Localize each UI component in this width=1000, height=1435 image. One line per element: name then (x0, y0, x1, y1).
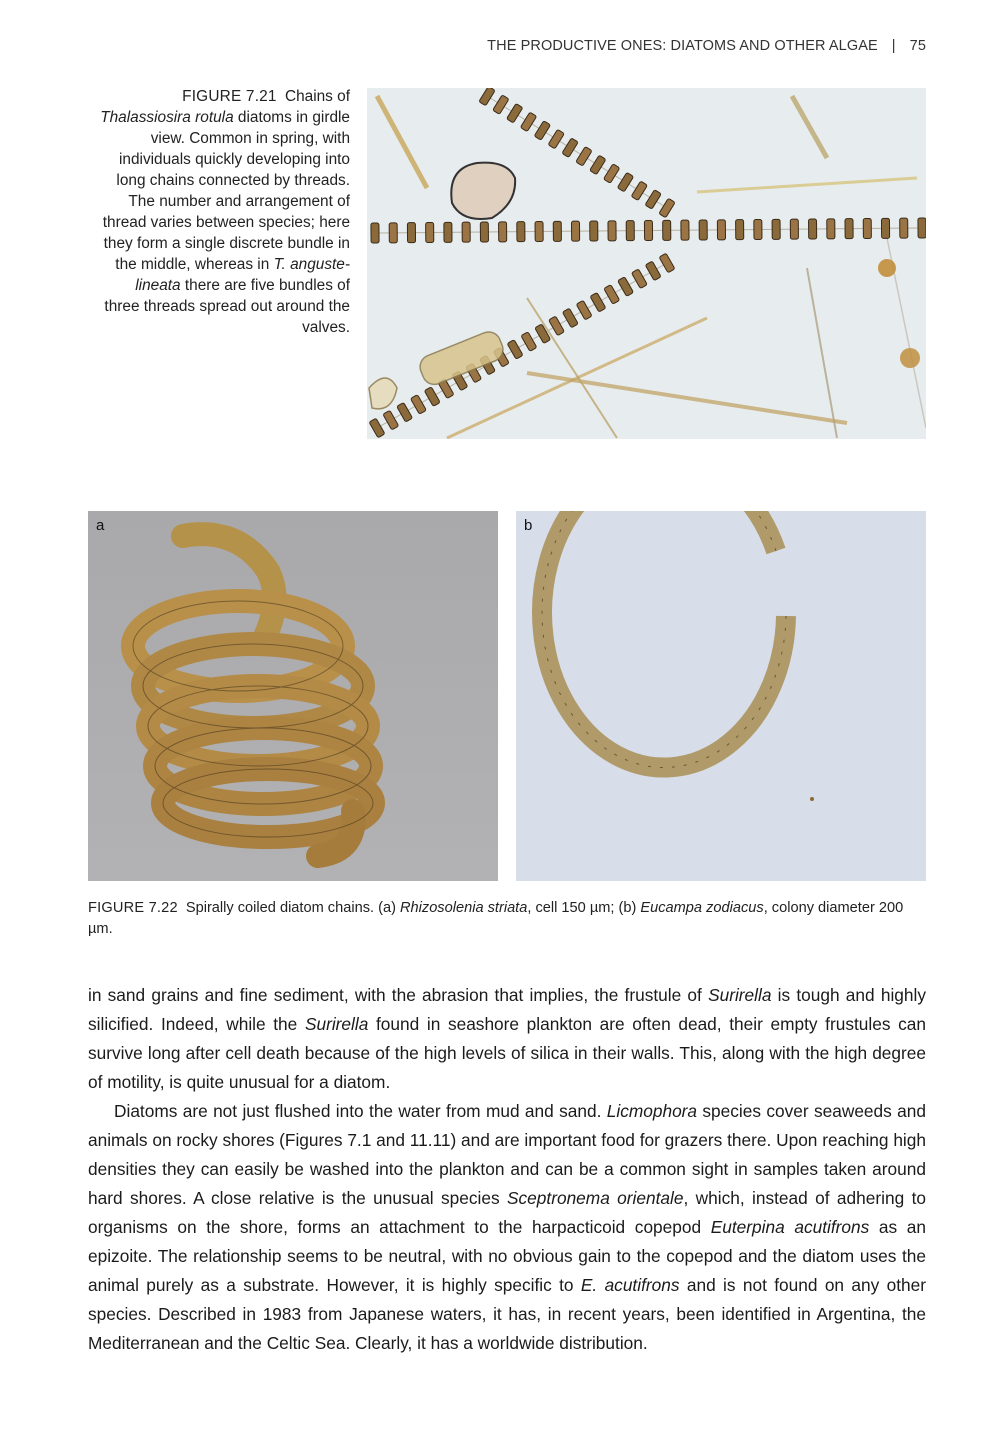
ring-colony-illustration (516, 511, 926, 881)
panel-label-b: b (524, 517, 533, 534)
italic-term: Licmophora (606, 1101, 698, 1121)
diatom-cell (736, 220, 744, 240)
diatom-cell (590, 221, 598, 241)
figure-7-22-panel-b (516, 511, 926, 881)
diatom-cell (881, 218, 889, 238)
paragraph (88, 981, 926, 1097)
text-run: Diatoms are not just flushed into the water from mud and sand. (114, 1101, 607, 1121)
italic-term: Surirella (708, 985, 772, 1005)
figure-7-21-photo (367, 88, 926, 439)
diatom-cell (499, 222, 507, 242)
running-head-separator: | (891, 38, 896, 54)
italic-term: Thalassiosira rotula (100, 109, 234, 126)
text-run: species cover seaweeds and animals on rocky shores (Figures 7.1 and 11.11) and are important food for grazers there. Upon reaching high densities they can easily be washed into the plankton and can be a common sight in samples taken around hard shores. A close relative is the unusual species (88, 1101, 926, 1208)
paragraph (88, 1097, 926, 1358)
text-run: Chains of (284, 88, 350, 105)
diatom-cell (863, 218, 871, 238)
figure-7-21-caption (96, 86, 350, 338)
diatom-cell (371, 223, 379, 243)
diatom-cell (900, 218, 908, 238)
figure-7-22-caption (88, 898, 928, 940)
body-text (88, 981, 926, 1358)
italic-term: Euterpina acutifrons (710, 1217, 870, 1237)
text-run: as an epizoite. The relationship seems to be neutral, with no obvious gain to the copepod and the diatom uses the animal purely as a substrate. However, it is highly specific to (88, 1217, 926, 1295)
italic-term: T. anguste-lineata (135, 256, 350, 294)
diatom-cell (644, 220, 652, 240)
text-run: in sand grains and fine sediment, with the abrasion that implies, the frustule of (88, 985, 709, 1005)
italic-term: E. acutifrons (580, 1275, 680, 1295)
caption-text (88, 900, 903, 937)
italic-term: Surirella (304, 1014, 369, 1034)
diatom-cell (444, 222, 452, 242)
diatom-cell (699, 220, 707, 240)
diatom-cell (754, 219, 762, 239)
text-run: diatoms in girdle view. Common in spring, with individuals quickly developing into long chains connected by threads. The number and arrangement of thread varies between species; here they form a single discrete bundle in the middle, whereas in (102, 109, 350, 273)
diatom-cell (426, 222, 434, 242)
diatom-cell (845, 219, 853, 239)
diatom-cell (790, 219, 798, 239)
coiled-chain-illustration (88, 511, 498, 881)
text-run: , which, instead of adhering to organisms on the shore, forms an attachment to the harpacticoid copepod (88, 1188, 926, 1237)
text-run: Spirally coiled diatom chains. (a) (185, 900, 400, 916)
diatom-chains-illustration (367, 88, 926, 439)
diatom-cell (827, 219, 835, 239)
figure-label: FIGURE 7.21 (182, 88, 277, 105)
caption-text (100, 88, 350, 336)
diatom-cell (389, 223, 397, 243)
diatom-cell (809, 219, 817, 239)
diatom-cell (717, 220, 725, 240)
diatom-cell (681, 220, 689, 240)
diatom-cell (626, 221, 634, 241)
running-head (487, 38, 926, 54)
diatom-cell (480, 222, 488, 242)
running-head-title: THE PRODUCTIVE ONES: DIATOMS AND OTHER ALGAE (487, 38, 878, 54)
text-run: found in seashore plankton are often dead, their empty frustules can survive long after cell death because of the high levels of silica in their walls. This, along with the high degree of motility, is quite unusual for a diatom. (88, 1014, 926, 1092)
italic-term: Sceptronema orientale (507, 1188, 684, 1208)
figure-7-22-panel-a (88, 511, 498, 881)
page-number: 75 (909, 38, 926, 54)
text-run: there are five bundles of three threads spread out around the valves. (104, 277, 350, 336)
diatom-cell (517, 222, 525, 242)
text-run: , colony diameter 200 µm. (88, 900, 904, 937)
diatom-cell (571, 221, 579, 241)
text-run: is tough and highly silicified. Indeed, while the (88, 985, 926, 1034)
panel-label-a: a (96, 517, 105, 534)
diatom-cell (462, 222, 470, 242)
text-run: , cell 150 µm; (b) (527, 900, 641, 916)
italic-term: Rhizosolenia striata (400, 900, 528, 916)
text-run: and is not found on any other species. Described in 1983 from Japanese waters, it has, in recent years, been identified in Argentina, the Mediterranean and the Celtic Sea. Clearly, it has a worldwide distribution. (88, 1275, 926, 1353)
diatom-cell (918, 218, 926, 238)
diatom-cell (407, 223, 415, 243)
diatom-cell (535, 221, 543, 241)
diatom-cell (772, 219, 780, 239)
italic-term: Eucampa zodiacus (640, 900, 764, 916)
diatom-cell (608, 221, 616, 241)
diatom-cell (553, 221, 561, 241)
diatom-cell (663, 220, 671, 240)
figure-label: FIGURE 7.22 (88, 900, 178, 916)
